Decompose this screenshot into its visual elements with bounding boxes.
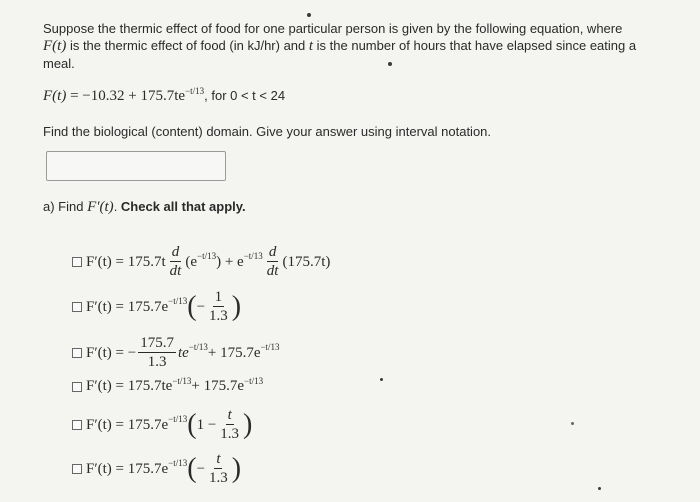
option-4-checkbox[interactable] <box>72 382 82 392</box>
option-5-one: 1 − <box>196 416 217 433</box>
equation-exponent: −t/13 <box>185 86 205 96</box>
option-1-derivative-1 <box>168 245 184 279</box>
option-3-end: + 175.7e <box>207 344 261 361</box>
equation-rhs: = −10.32 + 175.7te <box>66 88 186 104</box>
option-1-exp1: −t/13 <box>197 251 217 261</box>
option-4-exp2: −t/13 <box>244 375 264 386</box>
d-den: dt <box>266 263 279 279</box>
option-6-exp: −t/13 <box>168 458 188 468</box>
intro-line-2a: is the thermic effect of food (in kJ/hr) and <box>66 38 309 53</box>
intro-line-3: meal. <box>43 56 75 71</box>
frac-num: t <box>216 451 221 467</box>
equation-lhs: F(t) <box>43 88 67 104</box>
stray-mark <box>571 422 574 425</box>
open-paren: ( <box>187 453 197 484</box>
option-5-exp: −t/13 <box>168 414 188 424</box>
part-a-dot: . <box>113 199 121 214</box>
option-4-text: F′(t) = 175.7te <box>86 378 173 394</box>
option-1-derivative-2 <box>265 245 281 279</box>
option-6[interactable] <box>72 452 241 486</box>
option-3-lhs: F′(t) = − <box>86 344 137 361</box>
domain-prompt: Find the biological (content) domain. Give your answer using interval notation. <box>43 124 492 139</box>
option-6-checkbox[interactable] <box>72 464 82 474</box>
part-a-fprime: F′(t) <box>87 199 114 215</box>
d-num: d <box>268 244 277 260</box>
frac-den: 1.3 <box>209 308 228 324</box>
option-5-lhs: F′(t) = 175.7e <box>86 416 169 433</box>
option-4-exp1: −t/13 <box>172 375 192 386</box>
stray-mark <box>388 62 392 66</box>
option-6-lhs: F′(t) = 175.7e <box>86 460 169 477</box>
option-3-exp2: −t/13 <box>260 342 280 352</box>
open-paren: ( <box>187 409 197 440</box>
stray-mark <box>598 487 601 490</box>
option-2-fraction <box>207 290 230 324</box>
stray-mark <box>380 378 383 381</box>
frac-num: 1 <box>214 289 223 305</box>
option-5-checkbox[interactable] <box>72 420 82 430</box>
option-5-fraction <box>218 408 241 442</box>
option-1-checkbox[interactable] <box>72 257 82 267</box>
domain-answer-input[interactable] <box>46 151 226 181</box>
option-4[interactable] <box>72 375 264 395</box>
variable-t: t <box>308 38 314 54</box>
frac-den: 1.3 <box>220 426 240 442</box>
option-1-exp2: −t/13 <box>243 251 263 261</box>
d-den: dt <box>169 263 182 279</box>
option-2-lhs: F′(t) = 175.7e <box>86 298 169 315</box>
option-3-fraction <box>138 336 176 370</box>
part-a-heading <box>43 199 246 216</box>
option-3-exp1: −t/13 <box>188 342 208 352</box>
option-2[interactable] <box>72 290 241 324</box>
function-equation <box>43 88 285 105</box>
frac-num: 175.7 <box>140 335 174 351</box>
frac-den: 1.3 <box>147 354 167 370</box>
option-1-end: (175.7t) <box>282 253 331 270</box>
option-2-exp: −t/13 <box>168 296 188 306</box>
close-paren: ) <box>231 453 242 484</box>
close-paren: ) <box>231 291 242 322</box>
option-1-lhs: F′(t) = 175.7t <box>86 253 166 270</box>
option-1-mid1: (e <box>185 253 197 270</box>
part-a-instruction: Check all that apply. <box>120 199 246 214</box>
option-6-fraction <box>207 452 230 486</box>
d-num: d <box>171 244 180 260</box>
part-a-label: a) Find <box>43 199 88 214</box>
intro-line-1: Suppose the thermic effect of food for one particular person is given by the following equation, where <box>43 21 623 36</box>
function-symbol: F(t) <box>43 38 67 54</box>
frac-num: t <box>227 407 232 423</box>
stray-mark <box>307 13 311 17</box>
option-3-checkbox[interactable] <box>72 348 82 358</box>
option-3-mid: te <box>177 344 189 361</box>
intro-line-2b: is the number of hours that have elapsed since eating a <box>313 38 637 53</box>
option-1[interactable] <box>72 245 330 279</box>
frac-den: 1.3 <box>209 470 228 486</box>
option-2-checkbox[interactable] <box>72 302 82 312</box>
option-6-sign: − <box>196 460 206 477</box>
equation-domain: , for 0 < t < 24 <box>204 88 286 103</box>
option-4-mid: + 175.7e <box>191 378 245 394</box>
open-paren: ( <box>187 291 197 322</box>
option-1-mid2: ) + e <box>216 253 244 270</box>
option-5[interactable] <box>72 408 252 442</box>
option-2-sign: − <box>196 298 206 315</box>
question-intro <box>43 20 683 72</box>
option-3[interactable] <box>72 336 280 370</box>
close-paren: ) <box>243 409 253 440</box>
